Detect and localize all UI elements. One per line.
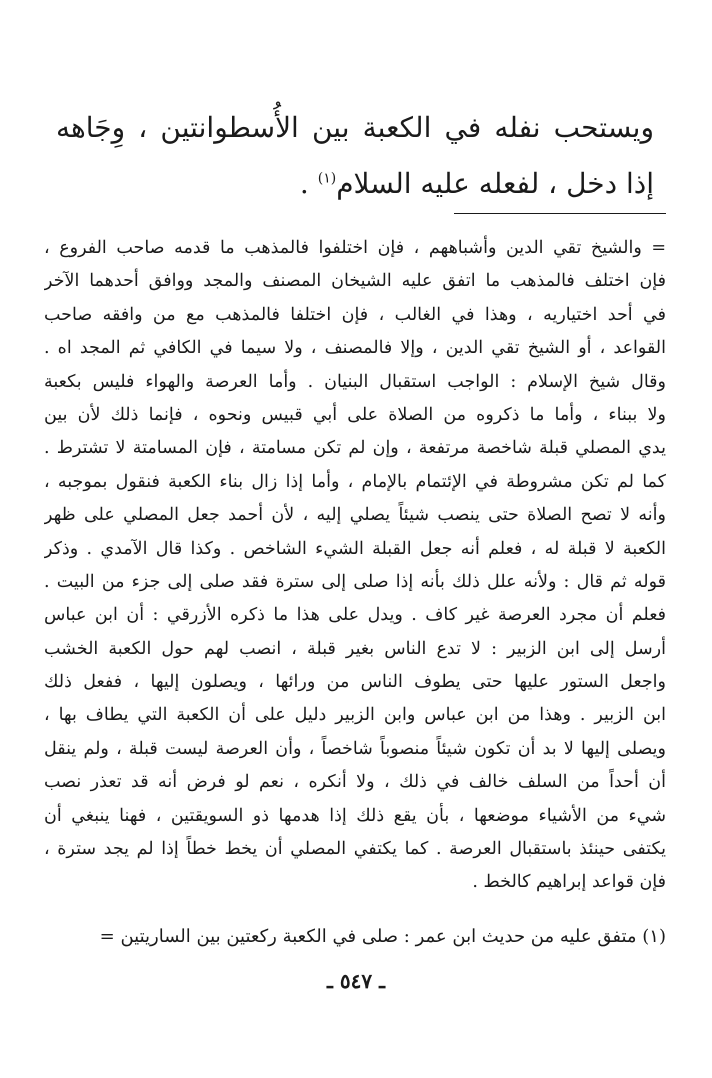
footnote-line: وأنه لا تصح الصلاة حتى ينصب شيئاً يصلي إليه ، لأن أحمد جعل المصلي على ظهر	[44, 505, 666, 526]
main-text	[56, 100, 654, 212]
footnote-line: وقال شيخ الإسلام : الواجب استقبال البنيان . وأما العرصة والهواء فليس بكعبة	[44, 371, 666, 392]
footnote-line: الكعبة لا قبلة له ، فعلم أنه جعل القبلة الشيء الشاخص . وكذا قال الآمدي . وذكر	[44, 538, 666, 559]
footnote-line: فعلم أن مجرد العرصة غير كاف . ويدل على هذا ما ذكره الأزرقي : أن ابن عباس	[44, 605, 666, 626]
footnote-line: أرسل إلى ابن الزبير : لا تدع الناس بغير قبلة ، انصب لهم حول الكعبة الخشب	[44, 638, 666, 659]
footnote-line: واجعل الستور عليها حتى يطوف الناس من ورائها ، ويصلون إليها ، ففعل ذلك	[44, 672, 666, 693]
footnote-line: كما لم تكن مشروطة في الإئتمام بالإمام ، وأما إذا زال بناء الكعبة فنقول بموجبه ،	[44, 471, 666, 492]
main-text-end: .	[299, 167, 309, 200]
footnote-line: يكتفى حينئذ باستقبال العرصة . كما يكتفي المصلي أن يخط خطاً إذا لم يجد سترة ،	[44, 839, 666, 860]
footnote-1: (١) متفق عليه من حديث ابن عمر : صلى في الكعبة ركعتين بين الساريتين =	[99, 926, 666, 947]
footnote-line: = والشيخ تقي الدين وأشباههم ، فإن اختلفوا فالمذهب ما قدمه صاحب الفروع ،	[44, 238, 666, 258]
footnote-line: شيء من الأشياء موضعها ، بأن يقع ذلك إذا هدمها ذو السويقتين ، فهنا ينبغي أن	[44, 805, 666, 826]
page-number: ـ ٥٤٧ ـ	[327, 969, 385, 993]
footnote-line: فإن قواعد إبراهيم كالخط .	[472, 872, 666, 893]
footnote-line: في أحد اختياريه ، وهذا في الغالب ، فإن اختلفا فالمذهب مع من وافقه صاحب	[44, 304, 666, 325]
footnote-continuation	[44, 232, 666, 900]
footnote-divider	[454, 213, 666, 214]
main-text-body: ويستحب نفله في الكعبة بين الأُسطوانتين ، وِجَاهه إذا دخل ، لفعله عليه السلام	[56, 111, 654, 200]
footnote-line: أن أحداً من السلف خالف في ذلك ، ولا أنكره ، نعم لو فرض أنه قد تعذر نصب	[44, 772, 666, 793]
footnote-line: القواعد ، أو الشيخ تقي الدين ، وإلا فالمصنف ، ولا سيما في الكافي ثم المجد اه .	[44, 338, 666, 359]
footnote-line: يدي المصلي قبلة شاخصة مرتفعة ، وإن لم تكن مسامتة ، فإن المسامتة لا تشترط .	[44, 438, 666, 459]
footnote-marker[interactable]: (١)	[317, 170, 337, 187]
footnote-line: قوله ثم قال : ولأنه علل ذلك بأنه إذا صلى إلى سترة فقد صلى إلى جزء من البيت .	[44, 571, 666, 592]
footnote-line: فإن اختلف فالمذهب ما اتفق عليه الشيخان المصنف والمجد ووافق أحدهما الآخر	[44, 271, 666, 292]
footnote-line: ابن الزبير . وهذا من ابن عباس وابن الزبير دليل على أن الكعبة التي يطاف بها ،	[44, 705, 666, 726]
footnote-line: ولا ببناء ، وأما ما ذكروه من الصلاة على أبي قبيس ونحوه ، فإنما ذلك لأن بين	[44, 404, 666, 425]
footnote-line: ويصلى إليها لا بد أن تكون شيئاً منصوباً شاخصاً ، وأن العرصة ليست قبلة ، ولم ينقل	[44, 738, 666, 759]
